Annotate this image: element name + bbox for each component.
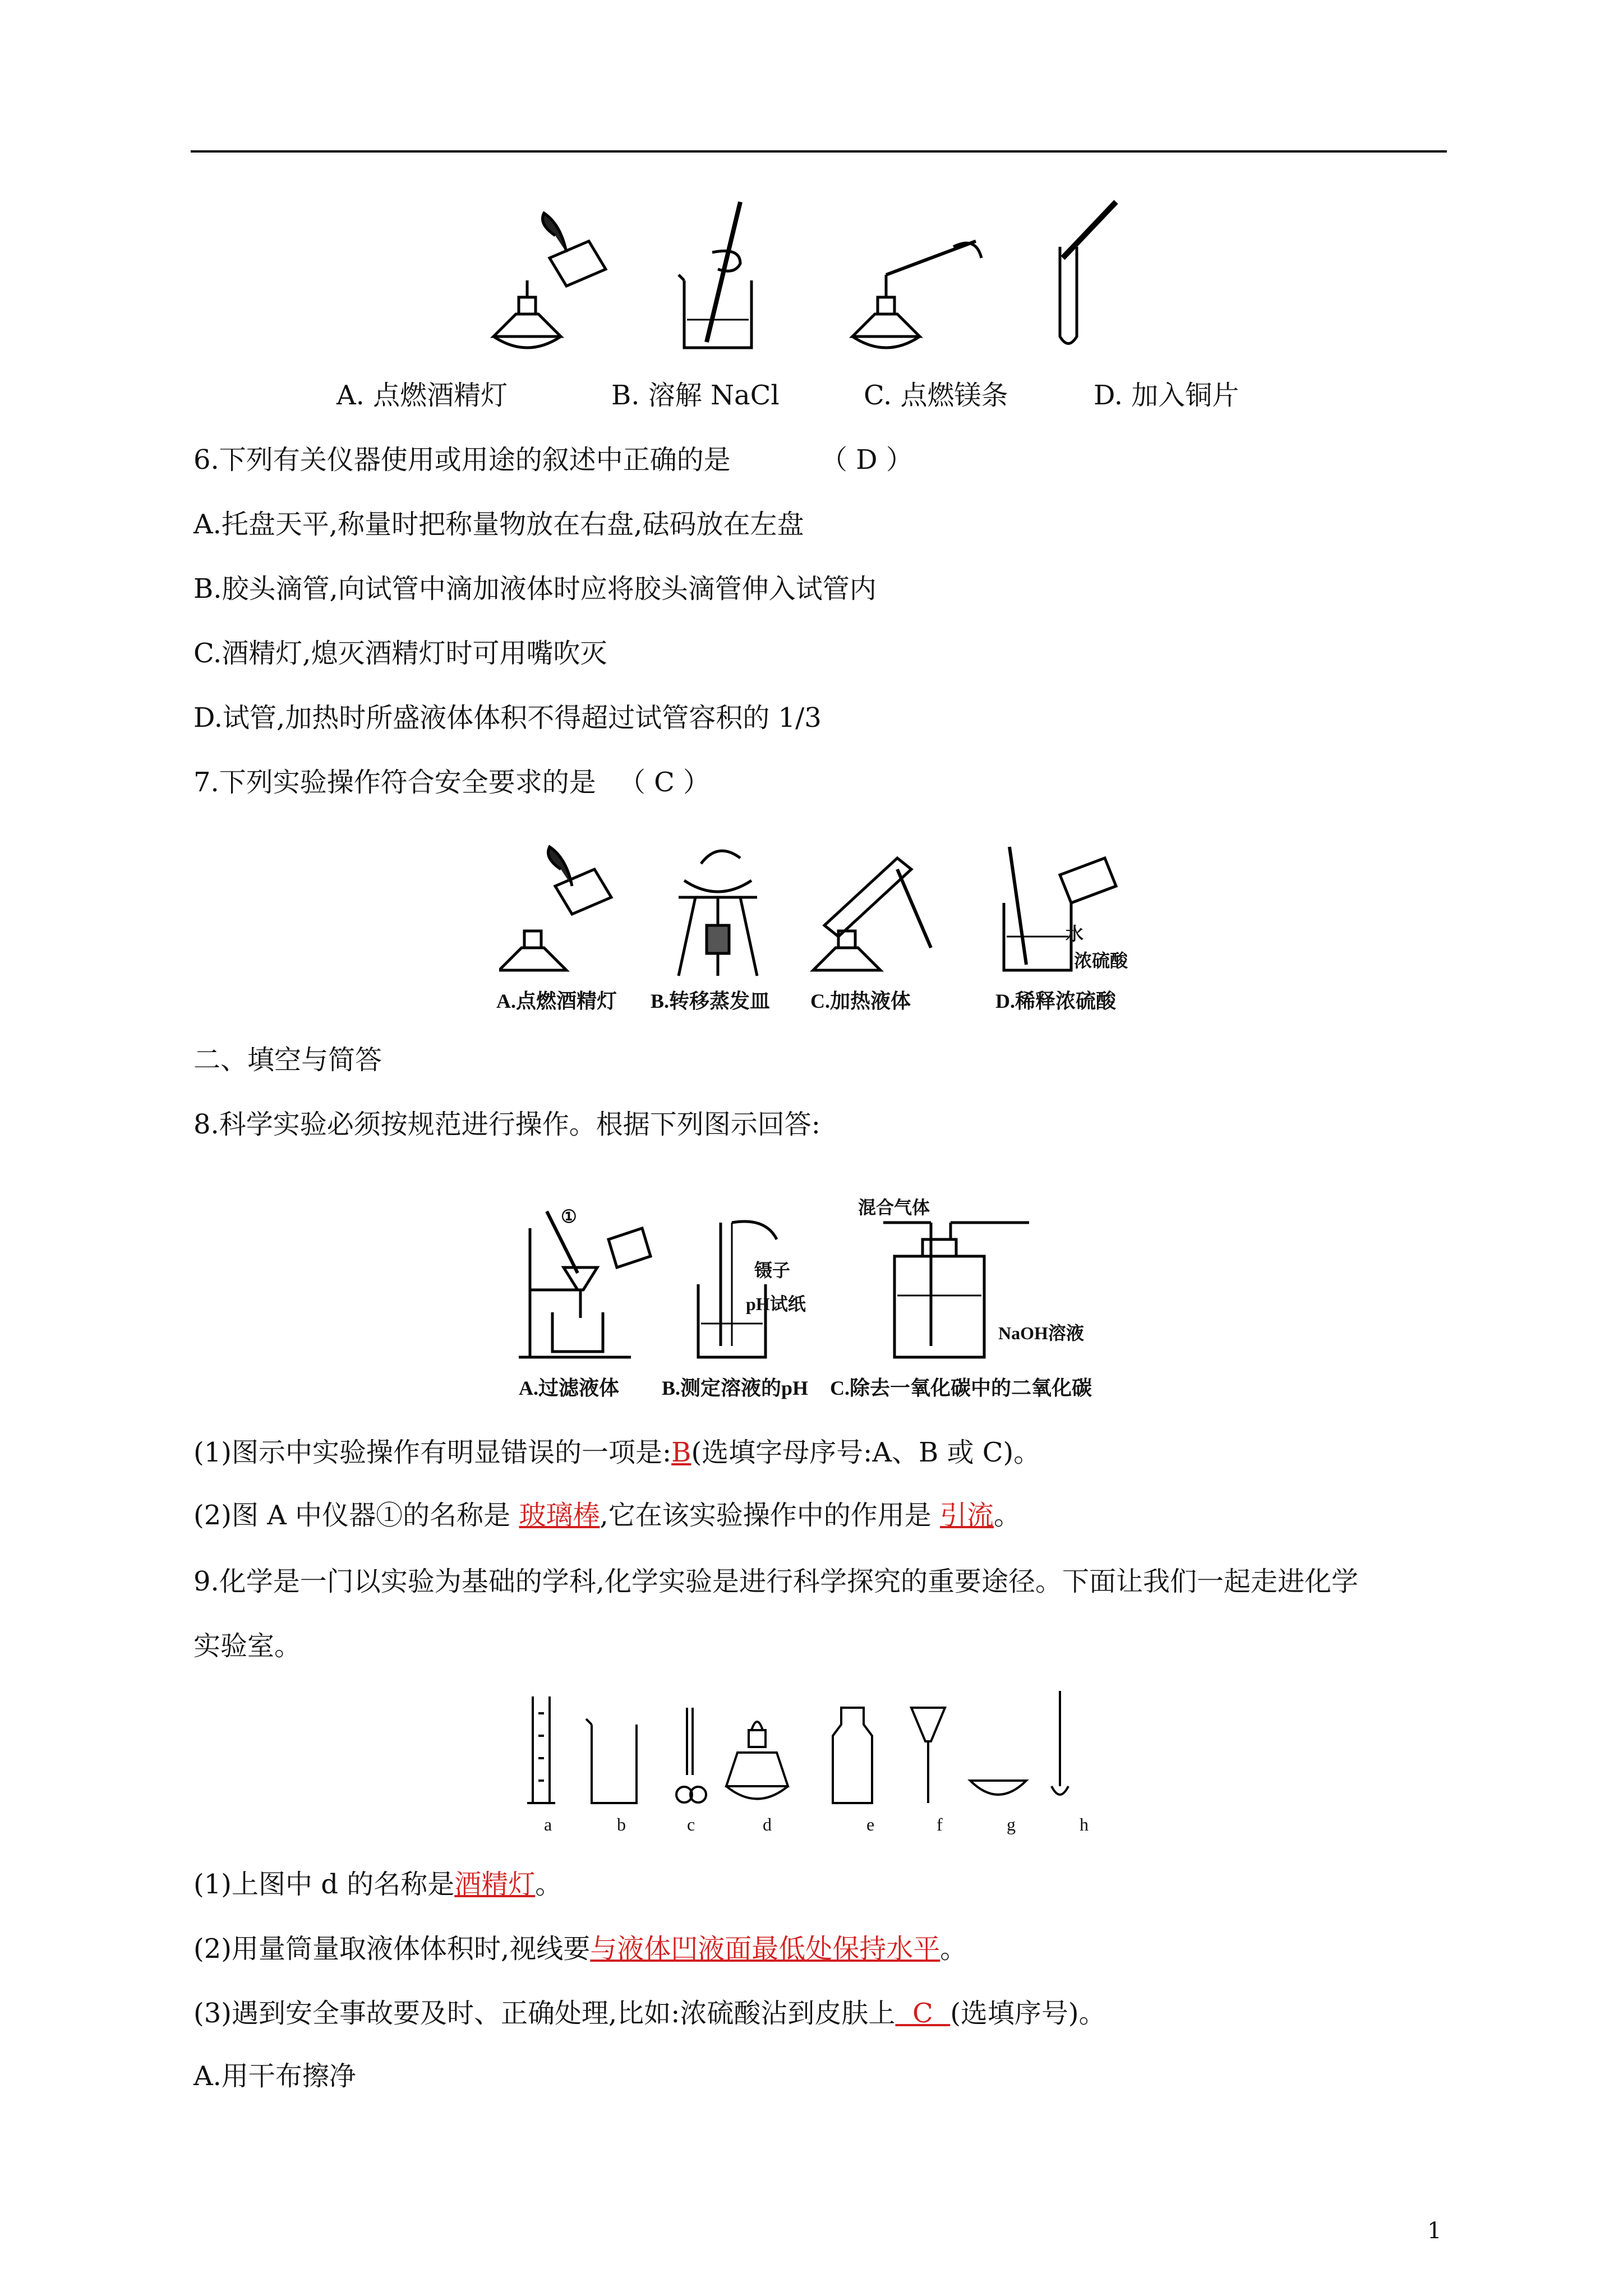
- q9-sub3-post: (选填序号)。: [950, 1998, 1106, 2029]
- spoon-icon: [1052, 1691, 1068, 1795]
- q8-sub2-answer1: 玻璃棒: [519, 1500, 600, 1531]
- q8-sub2-post: 。: [994, 1500, 1021, 1531]
- alcohol-lamp-icon: [494, 213, 606, 348]
- q6-stem-line: [193, 443, 913, 477]
- fig4-letter-d: d: [763, 1814, 772, 1834]
- q9-sub2-answer: 与液体凹液面最低处保持水平: [590, 1933, 940, 1965]
- fig4-letter-g: g: [1007, 1814, 1016, 1834]
- q8-sub2: [193, 1499, 1021, 1532]
- filtration-setup-icon: [519, 1211, 651, 1357]
- q7-stem: 7.下列实验操作符合安全要求的是: [193, 767, 596, 798]
- q9-sub2-post: 。: [940, 1933, 967, 1965]
- fig4-letter-b: b: [617, 1814, 626, 1834]
- ph-test-icon: [698, 1221, 777, 1357]
- evaporating-dish-icon: [679, 851, 757, 976]
- fig3-caption-b: B.测定溶液的pH: [662, 1377, 809, 1399]
- fig1-caption-d: D. 加入铜片: [1094, 380, 1239, 411]
- fig2-label-water: 水: [1066, 924, 1084, 944]
- fig1-caption-c: C. 点燃镁条: [864, 380, 1008, 411]
- fig2-caption-c: C.加热液体: [810, 990, 911, 1012]
- figure-apparatus: [527, 1691, 1110, 1814]
- alcohol-lamp-icon: [499, 847, 611, 970]
- q9-sub1-text: (1)上图中 d 的名称是: [193, 1869, 455, 1900]
- evaporating-dish-icon: [970, 1781, 1026, 1795]
- fig2-caption-b: B.转移蒸发皿: [651, 990, 771, 1012]
- q8-sub1-post: (选填字母序号:A、B 或 C)。: [691, 1437, 1041, 1468]
- q9-sub3-text: (3)遇到安全事故要及时、正确处理,比如:浓硫酸沾到皮肤上: [193, 1998, 896, 2029]
- q9-stem2: 实验室。: [193, 1630, 302, 1662]
- q9-option-a: A.用干布擦净: [193, 2060, 356, 2092]
- q6-option-a: A.托盘天平,称量时把称量物放在右盘,砝码放在左盘: [193, 509, 804, 540]
- fig4-letter-h: h: [1080, 1814, 1089, 1834]
- header-rule: [191, 150, 1447, 153]
- q9-sub1-answer: 酒精灯: [454, 1869, 536, 1900]
- page-number: 1: [1427, 2218, 1442, 2244]
- funnel-icon: [911, 1708, 945, 1803]
- fig3-marker: ①: [561, 1206, 577, 1227]
- q7-answer: （ C ）: [618, 767, 711, 798]
- fig2-caption-a: A.点燃酒精灯: [496, 990, 617, 1012]
- fig3-tweezers-label: 镊子: [754, 1260, 791, 1280]
- q9-sub3-answer: C: [895, 1998, 951, 2029]
- q6-option-c: C.酒精灯,熄灭酒精灯时可用嘴吹灭: [193, 638, 607, 669]
- tongs-icon: [676, 1708, 706, 1802]
- q8-sub1-text: (1)图示中实验操作有明显错误的一项是:: [193, 1437, 672, 1468]
- q6-option-d: D.试管,加热时所盛液体体积不得超过试管容积的 1/3: [193, 702, 822, 734]
- figure-operations-2: [499, 836, 1161, 981]
- q9-stem1: 9.化学是一门以实验为基础的学科,化学实验是进行科学探究的重要途径。下面让我们一起走进化学: [193, 1566, 1359, 1597]
- fig4-letter-f: f: [937, 1814, 943, 1834]
- fig4-letter-c: c: [687, 1814, 695, 1834]
- q8-sub1: [193, 1436, 1040, 1469]
- reagent-bottle-icon: [833, 1708, 872, 1803]
- q6-option-b: B.胶头滴管,向试管中滴加液体时应将胶头滴管伸入试管内: [193, 573, 877, 605]
- q8-stem: 8.科学实验必须按规范进行操作。根据下列图示回答:: [193, 1109, 820, 1140]
- fig4-letter-e: e: [866, 1814, 875, 1834]
- fig3-caption-a: A.过滤液体: [519, 1377, 619, 1399]
- fig2-label-acid: 浓硫酸: [1074, 951, 1128, 971]
- q6-stem: 6.下列有关仪器使用或用途的叙述中正确的是: [193, 444, 731, 476]
- fig3-naoh-label: NaOH溶液: [998, 1323, 1084, 1343]
- fig4-letter-a: a: [544, 1814, 552, 1834]
- q9-sub2: [193, 1932, 967, 1966]
- fig3-ph-label: pH试纸: [746, 1294, 806, 1314]
- q9-sub2-text: (2)用量筒量取液体体积时,视线要: [193, 1933, 591, 1965]
- q9-sub3: [193, 1997, 1106, 2030]
- q8-sub1-answer: B: [671, 1437, 691, 1468]
- beaker-icon: [586, 1719, 637, 1803]
- fig3-gas-label: 混合气体: [858, 1197, 930, 1218]
- beaker-stir-icon: [679, 202, 751, 348]
- figure-operations-1: [482, 191, 1267, 359]
- heating-liquid-icon: [813, 858, 931, 970]
- q6-answer: （ D ）: [820, 444, 913, 476]
- fig2-caption-d: D.稀释浓硫酸: [995, 990, 1116, 1012]
- q8-sub2-answer2: 引流: [939, 1500, 994, 1531]
- graduated-cylinder-icon: [527, 1696, 555, 1803]
- fig1-caption-b: B. 溶解 NaCl: [611, 380, 780, 411]
- fig1-caption-a: A. 点燃酒精灯: [336, 380, 508, 411]
- alcohol-lamp-icon: [726, 1722, 788, 1799]
- q8-sub2-text: (2)图 A 中仪器①的名称是: [193, 1500, 519, 1531]
- test-tube-icon: [1060, 202, 1116, 344]
- section-heading: 二、填空与简答: [193, 1044, 382, 1076]
- burn-magnesium-icon: [852, 241, 981, 348]
- fig3-caption-c: C.除去一氧化碳中的二氧化碳: [830, 1377, 1092, 1399]
- q9-sub1-post: 。: [535, 1869, 562, 1900]
- q7-stem-line: [193, 766, 710, 799]
- q9-sub1: [193, 1868, 562, 1901]
- q8-sub2-mid: ,它在该实验操作中的作用是: [600, 1500, 940, 1531]
